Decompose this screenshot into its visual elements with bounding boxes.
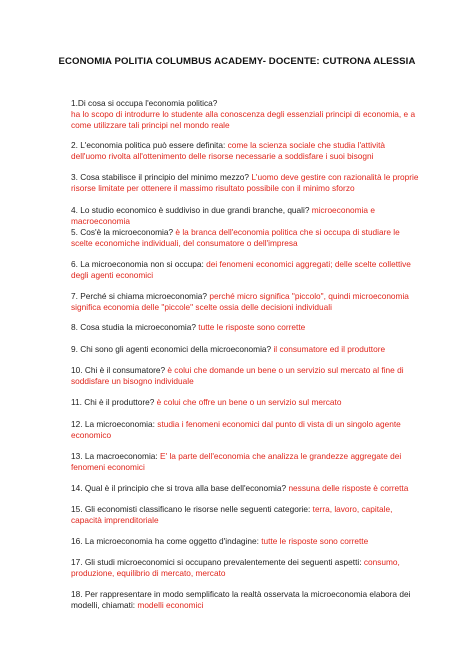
question-9: 9. Chi sono gli agenti economici della microeconomia? <box>71 344 274 354</box>
answer-3: L'uomo deve gestire con razionalità le proprie risorse limitate per ottenere il massimo risultato possibile con il minimo sforzo <box>71 172 419 193</box>
answer-18: modelli economici <box>137 600 204 610</box>
question-17: 17. Gli studi microeconomici si occupano prevalentemente dei seguenti aspetti: <box>71 557 364 567</box>
question-13: 13. La macroeconomia: <box>71 451 161 461</box>
qa-item-6 <box>71 259 421 281</box>
qa-item-4 <box>71 205 421 227</box>
qa-item-17 <box>71 557 421 579</box>
question-6: 6. La microeconomia non si occupa: <box>71 259 207 269</box>
qa-item-2 <box>71 140 421 162</box>
question-18: 18. Per rappresentare in modo semplificato la realtà osservata la microeconomia elabora dei modelli, chiamati: <box>71 589 411 610</box>
answer-12: studia i fenomeni economici dal punto di vista di un singolo agente economico <box>71 419 401 440</box>
qa-item-18 <box>71 589 421 611</box>
answer-15: terra, lavoro, capitale, capacità imprenditoriale <box>71 504 393 525</box>
qa-item-10 <box>71 365 421 387</box>
question-2: 2. L'economia politica può essere definita: <box>71 140 228 150</box>
answer-5: è la branca dell'economia politica che si occupa di studiare le scelte economiche individuali, del consumatore o dell'impresa <box>71 227 400 248</box>
question-7: 7. Perché si chiama microeconomia? <box>71 291 210 301</box>
answer-9: il consumatore ed il produttore <box>273 344 386 354</box>
question-3: 3. Cosa stabilisce il principio del minimo mezzo? <box>71 172 252 182</box>
qa-item-1 <box>71 98 421 131</box>
question-5: 5. Cos'è la microeconomia? <box>71 227 176 237</box>
question-14: 14. Qual è il principio che si trova alla base dell'economia? <box>71 483 289 493</box>
qa-item-11 <box>71 397 421 408</box>
qa-item-13 <box>71 451 421 473</box>
answer-6: dei fenomeni economici aggregati; delle scelte collettive degli agenti economici <box>71 259 411 280</box>
answer-1: ha lo scopo di introdurre lo studente alla conoscenza degli essenziali principi di economia, e a come utilizzare tali principi nel mondo reale <box>71 109 416 130</box>
answer-11: è colui che offre un bene o un servizio sul mercato <box>156 397 342 407</box>
question-15: 15. Gli economisti classificano le risorse nelle seguenti categorie: <box>71 504 313 514</box>
question-16: 16. La microeconomia ha come oggetto d'indagine: <box>71 536 262 546</box>
answer-7: perché micro significa "piccolo", quindi microeconomia significa economia delle "piccole" scelte ossia delle decisioni individuali <box>71 291 409 312</box>
answer-2: come la scienza sociale che studia l'attività dell'uomo rivolta all'ottenimento delle risorse necessarie a soddisfare i suoi bisogni <box>71 140 386 161</box>
answer-14: nessuna delle risposte è corretta <box>288 483 409 493</box>
answer-4: microeconomia e macroeconomia <box>71 205 375 226</box>
answer-10: è colui che domande un bene o un servizio sul mercato al fine di soddisfare un bisogno individuale <box>71 365 404 386</box>
question-12: 12. La microeconomia: <box>71 419 158 429</box>
document-title: ECONOMIA POLITIA COLUMBUS ACADEMY- DOCENTE: CUTRONA ALESSIA <box>58 56 416 67</box>
qa-item-15 <box>71 504 421 526</box>
qa-item-8 <box>71 322 421 333</box>
qa-item-12 <box>71 419 421 441</box>
answer-17: consumo, produzione, equilibrio di mercato, mercato <box>71 557 400 578</box>
qa-item-16 <box>71 536 421 547</box>
qa-item-3 <box>71 172 421 194</box>
question-10: 10. Chi è il consumatore? <box>71 365 168 375</box>
qa-item-5 <box>71 227 421 249</box>
question-8: 8. Cosa studia la microeconomia? <box>71 322 199 332</box>
qa-item-14 <box>71 483 421 494</box>
answer-13: E' la parte dell'economia che analizza le grandezze aggregate dei fenomeni economici <box>71 451 402 472</box>
answer-16: tutte le risposte sono corrette <box>261 536 369 546</box>
question-1: 1.Di cosa si occupa l'economia politica? <box>71 98 218 108</box>
question-11: 11. Chi è il produttore? <box>71 397 157 407</box>
question-4: 4. Lo studio economico è suddiviso in due grandi branche, quali? <box>71 205 312 215</box>
qa-item-9 <box>71 344 421 355</box>
qa-item-7 <box>71 291 421 313</box>
answer-8: tutte le risposte sono corrette <box>198 322 306 332</box>
